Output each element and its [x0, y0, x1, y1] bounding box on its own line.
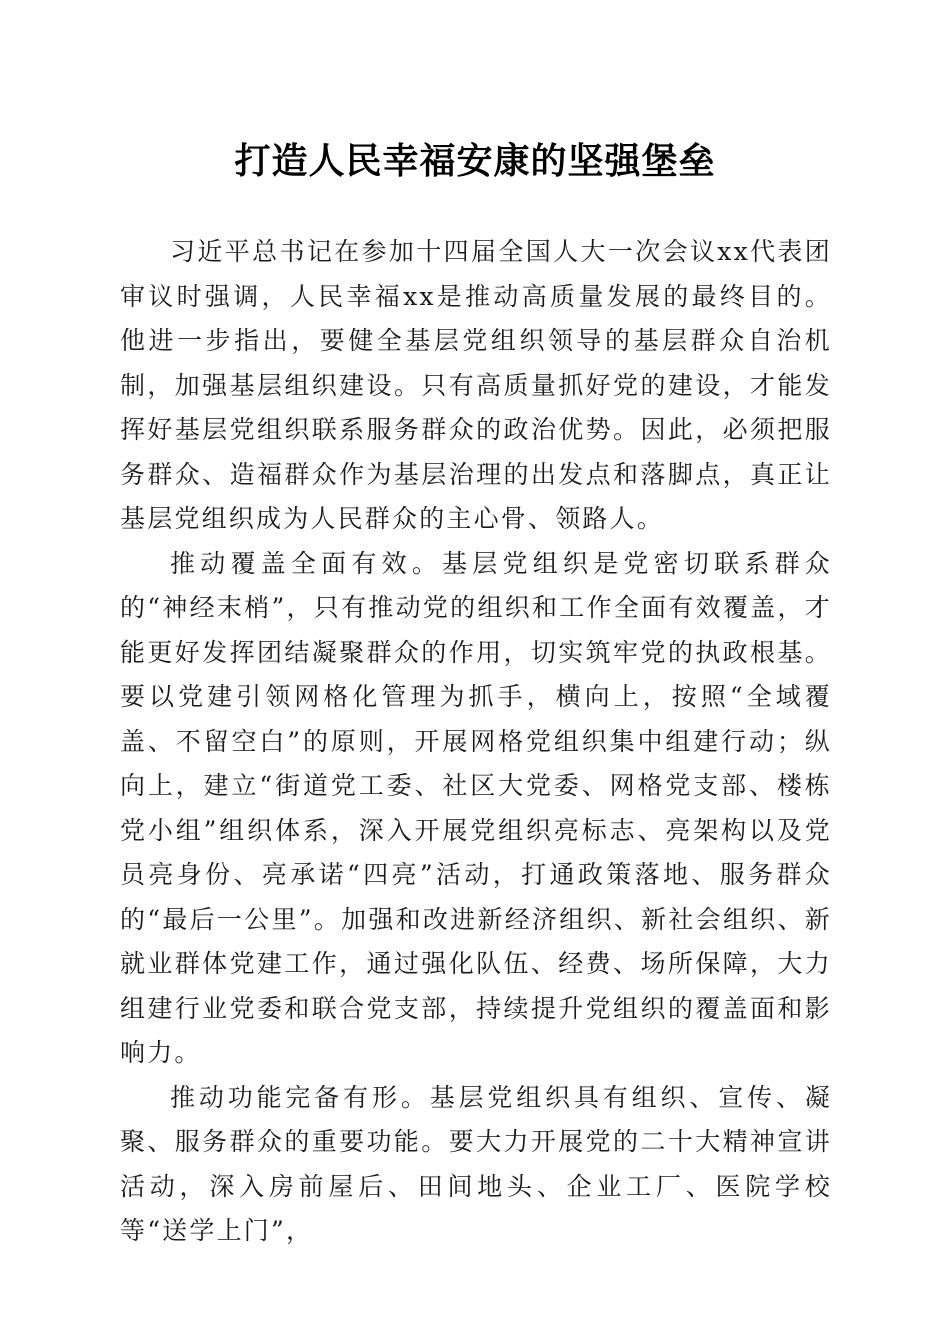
document-body [120, 230, 832, 1254]
paragraph-coverage: 推动覆盖全面有效。基层党组织是党密切联系群众的“神经末梢”，只有推动党的组织和工作全面有效覆盖，才能更好发挥团结凝聚群众的作用，切实筑牢党的执政根基。要以党建引领网格化管理为抓手，横向上，按照“全域覆盖、不留空白”的原则，开展网格党组织集中组建行动；纵向上，建立“街道党工委、社区大党委、网格党支部、楼栋党小组”组织体系，深入开展党组织亮标志、亮架构以及党员亮身份、亮承诺“四亮”活动，打通政策落地、服务群众的“最后一公里”。加强和改进新经济组织、新社会组织、新就业群体党建工作，通过强化队伍、经费、场所保障，大力组建行业党委和联合党支部，持续提升党组织的覆盖面和影响力。 [120, 548, 832, 1067]
paragraph-function: 推动功能完备有形。基层党组织具有组织、宣传、凝聚、服务群众的重要功能。要大力开展党的二十大精神宣讲活动，深入房前屋后、田间地头、企业工厂、医院学校等“送学上门”， [120, 1082, 832, 1245]
paragraph-intro: 习近平总书记在参加十四届全国人大一次会议xx代表团审议时强调，人民幸福xx是推动高质量发展的最终目的。他进一步指出，要健全基层党组织领导的基层群众自治机制，加强基层组织建设。只有高质量抓好党的建设，才能发挥好基层党组织联系服务群众的政治优势。因此，必须把服务群众、造福群众作为基层治理的出发点和落脚点，真正让基层党组织成为人民群众的主心骨、领路人。 [120, 237, 832, 533]
document-title: 打造人民幸福安康的坚强堡垒 [234, 140, 716, 182]
